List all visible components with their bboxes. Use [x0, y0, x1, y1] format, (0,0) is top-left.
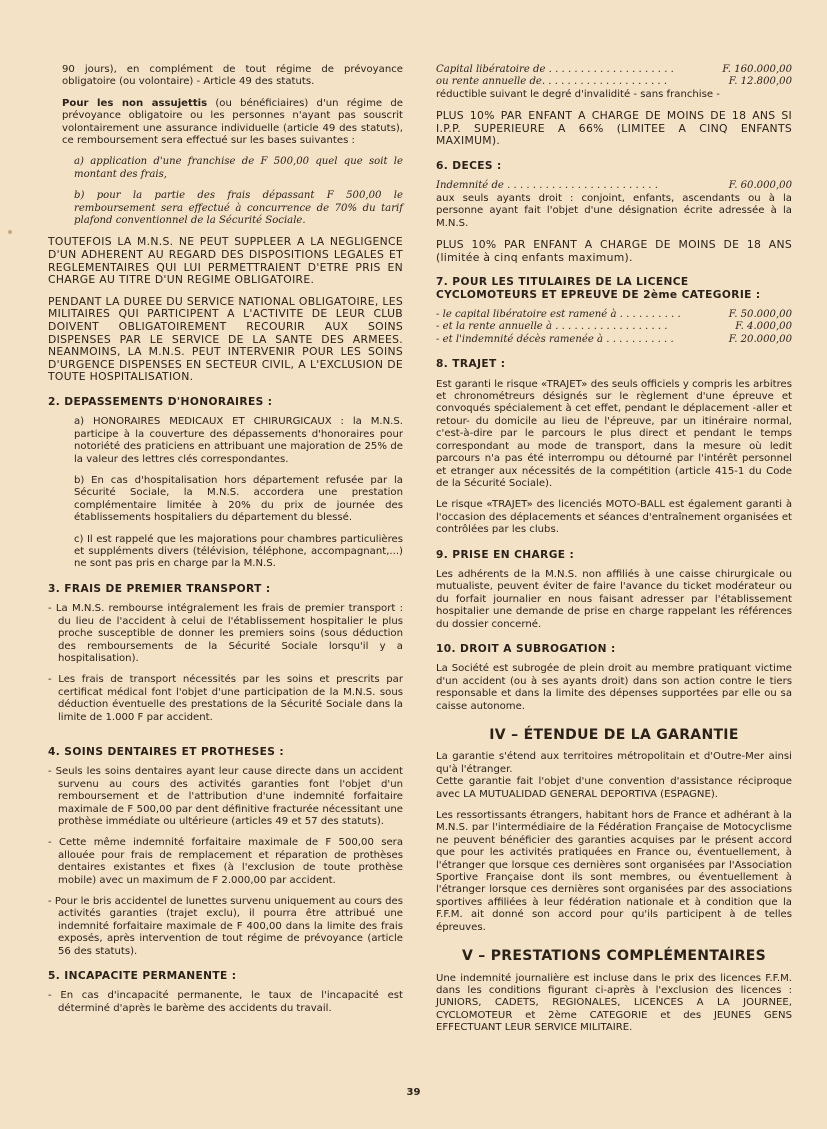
value-row: ou rente annuelle de. . . . . . . . . . . . . . . . . . . . F. 12.800,00: [436, 76, 792, 88]
section-heading: 3. FRAIS DE PREMIER TRANSPORT :: [48, 582, 271, 595]
list-item: - Seuls les soins dentaires ayant leur cause directe dans un accident survenu au cours des activités garanties font l'objet d'un remboursement et de l'attribution d'une indemnité forfaitaire maximale de F 500,00 par dent définitive fracturée nécessitant une prothèse immédiate ou ultérieure (articles 49 et 57 des statuts).: [48, 766, 403, 827]
right-column: [436, 64, 792, 1044]
value-row: - et l'indemnité décès ramenée à . . . . . . . . . . . F. 20.000,00: [436, 333, 792, 345]
paragraph: réductible suivant le degré d'invalidité - sans franchise -: [436, 88, 720, 100]
page-number: 39: [406, 1087, 421, 1098]
paragraph-non-assujettis: [62, 98, 403, 148]
value-row: Capital libératoire de . . . . . . . . . . . . . . . . . . . . F. 160.000,00: [436, 64, 792, 75]
value-row: Indemnité de . . . . . . . . . . . . . . . . . . . . . . . . F. 60.000,00: [436, 180, 792, 192]
paragraph: aux seuls ayants droit : conjoint, enfants, ascendants ou à la personne ayant fait l'objet d'une désignation écrite adressée à la M.N.S.: [436, 192, 792, 229]
value-row: - et la rente annuelle à . . . . . . . . . . . . . . . . . . F. 4.000,00: [436, 321, 792, 333]
item-b: b) pour la partie des frais dépassant F 500,00 le remboursement sera effectué à concurrence de 70% du tarif plafond conventionnel de la Sécurité Sociale.: [74, 190, 403, 227]
paragraph: Une indemnité journalière est incluse dans le prix des licences F.F.M. dans les conditions figurant ci-après à l'exclusion des licences : JUNIORS, CADETS, REGIONALES, LICENCES A LA JOURNEE, CYCLOMOTEUR et 2ème CATEGORIE et des JEUNES GENS EFFECTUANT LEUR SERVICE MILITAIRE.: [436, 972, 792, 1034]
section-heading: 2. DEPASSEMENTS D'HONORAIRES :: [48, 396, 273, 408]
list-item: - La M.N.S. rembourse intégralement les frais de premier transport : du lieu de l'accident à celui de l'établissement hospitalier le plus proche susceptible de donner les premiers soins (sous déduction des remboursements de la Sécurité Sociale lorsqu'il y a hospitalisation).: [48, 603, 403, 664]
value-row: - le capital libératoire est ramené à . . . . . . . . . . F. 50.000,00: [436, 309, 792, 321]
section-heading: 4. SOINS DENTAIRES ET PROTHESES :: [48, 745, 285, 758]
list-item: - Les frais de transport nécessités par les soins et prescrits par certificat médical font l'objet d'une participation de la M.N.S. sous déduction éventuelle des prestations de la Sécurité Sociale dans la limite de 1.000 F par accident.: [48, 674, 403, 723]
paragraph: La garantie s'étend aux territoires métropolitain et d'Outre-Mer ainsi qu'à l'étranger.: [436, 751, 792, 775]
punch-hole-mark: [8, 230, 12, 234]
paragraph: La Société est subrogée de plein droit au membre pratiquant victime d'un accident (ou à ses ayants droit) dans son action contre le tiers responsable et dans la limite des dépenses supportées par elle ou sa caisse autonome.: [436, 663, 792, 712]
caps-paragraph: PLUS 10% PAR ENFANT A CHARGE DE MOINS DE 18 ANS (limitée à cinq enfants maximum).: [436, 238, 792, 264]
section-heading: 8. TRAJET :: [436, 358, 506, 371]
list-item: - En cas d'incapacité permanente, le taux de l'incapacité est déterminé d'après le barème des accidents du travail.: [48, 990, 403, 1014]
bold-lead: Pour les non assujettis: [62, 97, 208, 109]
section-heading: 10. DROIT A SUBROGATION :: [436, 642, 616, 655]
list-item: - Cette même indemnité forfaitaire maximale de F 500,00 sera allouée pour frais de remplacement et réparation de prothèses dentaires existantes et fixes (à l'exclusion de toute prothèse mobile) avec un maximum de F 2.000,00 par accident.: [48, 837, 403, 886]
list-item: c) Il est rappelé que les majorations pour chambres particulières et suppléments divers (télévision, téléphone, accompagnant,...) ne sont pas pris en charge par la M.N.S.: [74, 533, 403, 570]
paragraph: Le risque «TRAJET» des licenciés MOTO-BALL est également garanti à l'occasion des déplacements et séances d'entraînement organisées et contrôlées par les clubs.: [436, 499, 792, 536]
section-title-v: V – PRESTATIONS COMPLÉMENTAIRES: [461, 948, 767, 965]
section-title-iv: IV – ÉTENDUE DE LA GARANTIE: [489, 727, 739, 743]
section-heading: 7. POUR LES TITULAIRES DE LA LICENCE CYCLOMOTEURS ET EPREUVE DE 2ème CATEGORIE :: [436, 276, 761, 301]
paragraph: Est garanti le risque «TRAJET» des seuls officiels y compris les arbitres et chronométreurs désignés sur le règlement d'une épreuve et convoqués spécialement à cet effet, pendant le déplacement -aller et retour- du domicile au lieu de l'épreuve, par un itinéraire normal, c'est-à-dire par le parcours le plus direct et pendant le temps correspondant au mode de transport, dans la mesure où ledit parcours n'a pas été interrompu ou détourné par l'intérêt personnel et etranger aux nécessités de la compétition (article 415-1 du Code de la Sécurité Sociale).: [436, 378, 792, 489]
list-item: - Pour le bris accidentel de lunettes survenu uniquement au cours des activités garanties (trajet exclu), il pourra être attribué une indemnité forfaitaire maximale de F 400,00 dans la limite des frais exposés, après intervention de tout régime de prévoyance (article 56 des statuts).: [48, 896, 403, 957]
paragraph: 90 jours), en complément de tout régime de prévoyance obligatoire (ou volontaire) - Article 49 des statuts.: [62, 64, 403, 88]
list-item: b) En cas d'hospitalisation hors département refusée par la Sécurité Sociale, la M.N.S. accordera une prestation complémentaire limitée à 20% du prix de journée des établissements hospitaliers du département du blessé.: [74, 475, 403, 524]
section-heading: 9. PRISE EN CHARGE :: [436, 548, 575, 561]
paragraph-text: (ou bénéficiaires) d'un régime de prévoyance obligatoire ou les personnes n'ayant pas souscrit volontairement une assurance individuelle (article 49 des statuts), ce remboursement sera effectué sur les bases suivantes :: [62, 97, 403, 147]
list-item: a) HONORAIRES MEDICAUX ET CHIRURGICAUX : la M.N.S. participe à la couverture des dépassements d'honoraires pour notoriété des praticiens en attribuant une majoration de 25% de la valeur des lettres clés correspondantes.: [74, 416, 403, 465]
section-heading: 5. INCAPACITE PERMANENTE :: [48, 970, 237, 983]
caps-paragraph: PENDANT LA DUREE DU SERVICE NATIONAL OBLIGATOIRE, LES MILITAIRES QUI PARTICIPENT A L'ACTIVITE DE LEUR CLUB DOIVENT OBLIGATOIREMENT RECOURIR AUX SOINS DISPENSES PAR LE SERVICE DE LA SANTE DES ARMEES. NEANMOINS, LA M.N.S. PEUT INTERVENIR POUR LES SOINS D'URGENCE DISPENSES EN SECTEUR CIVIL, A L'EXCLUSION DE TOUTE HOSPITALISATION.: [48, 294, 403, 384]
section-heading: 6. DECES :: [436, 160, 502, 172]
left-column: [48, 64, 403, 1024]
caps-paragraph: PLUS 10% PAR ENFANT A CHARGE DE MOINS DE 18 ANS SI I.P.P. SUPERIEURE A 66% (LIMITEE A CINQ ENFANTS MAXIMUM).: [436, 109, 792, 148]
item-a: a) application d'une franchise de F 500,00 quel que soit le montant des frais,: [74, 156, 403, 180]
paragraph: Cette garantie fait l'objet d'une convention d'assistance réciproque avec LA MUTUALIDAD GENERAL DEPORTIVA (ESPAGNE).: [436, 776, 792, 800]
paragraph: Les ressortissants étrangers, habitant hors de France et adhérant à la M.N.S. par l'intermédiaire de la Fédération Française de Motocyclisme ne peuvent bénéficier des garanties acquises par le présent accord que pour les activités pratiquées en France ou, éventuellement, à l'étranger que lorsque ces dernières sont organisées par l'Association Sportive Française dont ils sont membres, ou éventuellement à l'étranger lorsque ces dernières sont organisées par des associations sportives affiliées à leur fédération nationale et à condition que la F.F.M. ait donné son accord pour qu'ils participent à de telles épreuves.: [436, 810, 792, 933]
caps-paragraph: TOUTEFOIS LA M.N.S. NE PEUT SUPPLEER A LA NEGLIGENCE D'UN ADHERENT AU REGARD DES DISPOSITIONS LEGALES ET REGLEMENTAIRES QUI LUI PERMETTRAIENT D'ETRE PRIS EN CHARGE AU TITRE D'UN REGIME OBLIGATOIRE.: [48, 235, 403, 287]
paragraph: Les adhérents de la M.N.S. non affiliés à une caisse chirurgicale ou mutualiste, peuvent éviter de faire l'avance du ticket modérateur ou du forfait journalier en nous faisant adresser par l'établissement hospitalier une demande de prise en charge rappelant les références du dossier concerné.: [436, 568, 792, 630]
